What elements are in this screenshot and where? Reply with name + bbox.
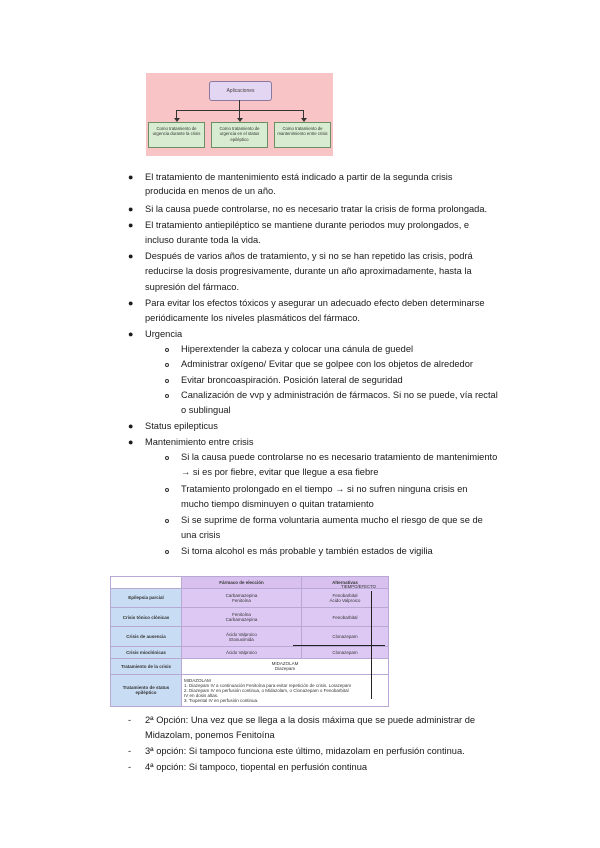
table-cell: Fenitoína Carbamazepina — [182, 608, 302, 627]
sub-bullet-text: Administrar oxígeno/ Evitar que se golpee con los objetos de alrededor — [181, 359, 473, 369]
diagram-child-box: Como tratamiento de mantenimiento entre crisis — [274, 122, 331, 148]
table-cell: Carbamazepina Fenitoína — [182, 588, 302, 607]
bullet-text: incluso durante toda la vida. — [145, 235, 261, 245]
table-cell: Ácido Valproico Etosuximida — [182, 627, 302, 646]
sub-bullet-circle — [165, 519, 169, 523]
dash-text: 4ª opción: Si tampoco, tiopental en perfusión continua — [145, 762, 368, 772]
bullet-text: periódicamente los niveles plasmáticos del fármaco. — [145, 313, 360, 323]
table-cell: Clonazepam — [301, 646, 388, 658]
dash-marker: - — [128, 746, 132, 756]
diagram-connector — [176, 110, 304, 111]
sub-bullet-text: Si toma alcohol es más probable y también estados de vigilia — [181, 546, 433, 556]
bullet-text: Mantenimiento entre crisis — [145, 437, 254, 447]
bullet-dot: ● — [128, 172, 134, 182]
bullet-text: Si la causa puede controlarse, no es necesario tratar la crisis de forma prolongada. — [145, 204, 488, 214]
table-cell: MIDAZOLAM Diazepam — [182, 658, 389, 674]
dash-text: 2ª Opción: Una vez que se llega a la dosis máxima que se puede administrar de — [145, 715, 476, 725]
table-header: Fármaco de elección — [182, 577, 302, 589]
table-corner — [111, 577, 182, 589]
table-row-label: Crisis de ausencia — [111, 627, 182, 646]
bullet-dot: ● — [128, 251, 134, 261]
table-row-label: Tratamiento de status epiléptico — [111, 674, 182, 706]
table-row-label: Tratamiento de la crisis — [111, 658, 182, 674]
bullet-dot: ● — [128, 437, 134, 447]
table-cell: Fenobarbital Ácido Valproico — [301, 588, 388, 607]
dash-text: 3ª opción: Si tampoco funciona este último, midazolam en perfusión continua. — [145, 746, 465, 756]
sub-bullet-circle — [165, 348, 169, 352]
sub-bullet-text: Tratamiento prolongado en el tiempo → si no sufren ninguna crisis en — [181, 484, 468, 494]
diagram-child-box: Como tratamiento de urgencia en el status epiléptico — [211, 122, 268, 148]
table-cell: Ácido Valproico — [182, 646, 302, 658]
table-header: Alternativas — [301, 577, 388, 589]
bullet-text: Para evitar los efectos tóxicos y asegurar un adecuado efecto deben determinarse — [145, 298, 485, 308]
diagram-child-box: Como tratamiento de urgencia durante la crisis — [148, 122, 205, 148]
dash-marker: - — [128, 762, 132, 772]
status-line: 3. Tiopental IV en perfusión continua. — [184, 697, 259, 703]
bullet-text: El tratamiento antiepiléptico se mantiene durante periodos muy prolongados, e — [145, 220, 470, 230]
sub-bullet-circle — [165, 456, 169, 460]
table-row-label: Crisis mioclónicas — [111, 646, 182, 658]
table-row-label: Crisis tónico clónicas — [111, 608, 182, 627]
bullet-dot: ● — [128, 421, 134, 431]
sub-bullet-text: Evitar broncoaspiración. Posición lateral de seguridad — [181, 375, 403, 385]
bullet-dot: ● — [128, 329, 134, 339]
bullet-dot: ● — [128, 298, 134, 308]
bullet-text: reducirse la dosis progresivamente, durante un año aproximadamente, hasta la — [145, 266, 472, 276]
bullet-text: producida en menos de un año. — [145, 186, 276, 196]
table-cell: Clonazepam — [301, 627, 388, 646]
diagram-root-box: Aplicaciones — [209, 81, 272, 101]
bullet-text: Después de varios años de tratamiento, y si no se han repetido las crisis, podrá — [145, 251, 473, 261]
bullet-text: El tratamiento de mantenimiento está indicado a partir de la segunda crisis — [145, 172, 453, 182]
applications-diagram — [146, 73, 333, 156]
diagram-connector — [239, 100, 240, 110]
status-line: 1. Diazepam IV a continuación Fenitoína para evitar repetición de crisis. Lorazepam — [184, 682, 352, 688]
sub-bullet-text: o sublingual — [181, 405, 231, 415]
sub-bullet-text: Si se suprime de forma voluntaria aumenta mucho el riesgo de que se de — [181, 515, 483, 525]
sub-bullet-circle — [165, 488, 169, 492]
sub-bullet-circle — [165, 363, 169, 367]
bullet-text: Urgencia — [145, 329, 183, 339]
sub-bullet-circle — [165, 379, 169, 383]
table-row-label: Epilepsia parcial — [111, 588, 182, 607]
status-line: MIDAZOLAM — [184, 677, 211, 683]
status-line: 2. Diazepam IV en perfusión continua, o Midazolam, o Clonazepam o Fenobarbital — [184, 687, 349, 693]
divider-line — [293, 645, 385, 646]
sub-bullet-text: Canalización de vvp y administración de fármacos. Si no se puede, vía rectal — [181, 390, 498, 400]
status-treatment-cell — [182, 674, 389, 706]
bullet-text: Status epilepticus — [145, 421, 218, 431]
sub-bullet-text: una crisis — [181, 530, 221, 540]
ladder-label: TIEMPO/EFECTO — [341, 584, 377, 589]
dash-text: Midazolam, ponemos Fenitoína — [145, 730, 275, 740]
dash-marker: - — [128, 715, 132, 725]
table-cell: Fenobarbital — [301, 608, 388, 627]
status-line: IV en dosis altas. — [184, 692, 219, 698]
drug-table — [110, 576, 389, 707]
sub-bullet-text: Si la causa puede controlarse no es necesario tratamiento de mantenimiento — [181, 452, 498, 462]
bullet-text: supresión del fármaco. — [145, 282, 240, 292]
sub-bullet-text: Hiperextender la cabeza y colocar una cánula de guedel — [181, 344, 414, 354]
bullet-dot: ● — [128, 204, 134, 214]
sub-bullet-text: → si es por fiebre, evitar que llegue a esa fiebre — [181, 467, 379, 477]
bullet-dot: ● — [128, 220, 134, 230]
sub-bullet-circle — [165, 550, 169, 554]
sub-bullet-circle — [165, 394, 169, 398]
sub-bullet-text: mucho tiempo disminuyen o quitan tratamiento — [181, 499, 374, 509]
